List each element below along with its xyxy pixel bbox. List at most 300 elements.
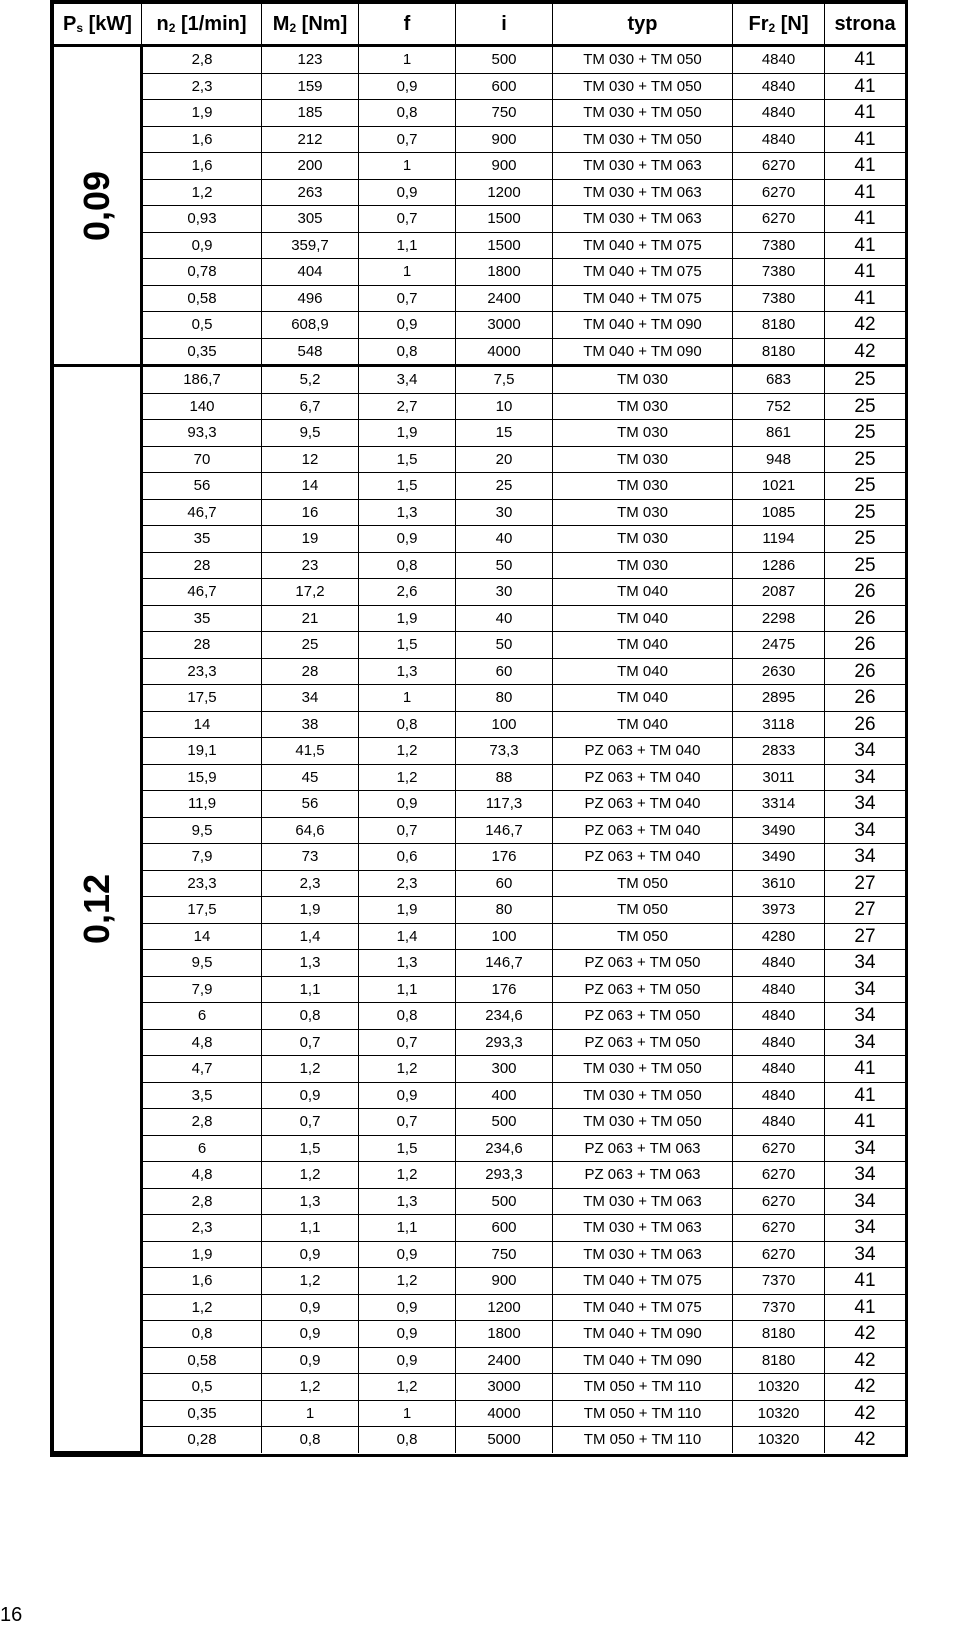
cell-typ: TM 050 [553,897,733,924]
cell-m2: 1,2 [262,1056,359,1083]
cell-f: 0,9 [359,312,456,339]
cell-i: 234,6 [456,1003,553,1030]
cell-n2: 14 [142,923,262,950]
cell-f: 1,2 [359,1056,456,1083]
table-row [54,393,906,420]
cell-n2: 2,3 [142,73,262,100]
cell-i: 900 [456,126,553,153]
cell-n2: 46,7 [142,579,262,606]
cell-m2: 2,3 [262,870,359,897]
cell-fr2: 3490 [733,817,825,844]
cell-fr2: 6270 [733,1241,825,1268]
cell-m2: 212 [262,126,359,153]
cell-strona: 41 [825,1294,906,1321]
header-row [54,4,906,46]
cell-strona: 26 [825,658,906,685]
cell-f: 1,9 [359,420,456,447]
page-number: 16 [0,1604,23,1626]
cell-i: 100 [456,711,553,738]
cell-f: 1,2 [359,1374,456,1401]
cell-m2: 404 [262,259,359,286]
cell-typ: PZ 063 + TM 040 [553,817,733,844]
cell-fr2: 6270 [733,1135,825,1162]
cell-typ: TM 030 + TM 050 [553,46,733,74]
cell-strona: 41 [825,232,906,259]
cell-fr2: 7370 [733,1294,825,1321]
cell-strona: 34 [825,1188,906,1215]
cell-fr2: 8180 [733,1321,825,1348]
cell-strona: 41 [825,46,906,74]
cell-f: 1,1 [359,976,456,1003]
cell-n2: 70 [142,446,262,473]
cell-i: 293,3 [456,1162,553,1189]
cell-typ: TM 050 [553,870,733,897]
table-row [54,1321,906,1348]
cell-fr2: 6270 [733,1215,825,1242]
header-f: f [359,4,456,46]
cell-n2: 4,7 [142,1056,262,1083]
cell-fr2: 3610 [733,870,825,897]
cell-i: 40 [456,526,553,553]
cell-typ: PZ 063 + TM 040 [553,764,733,791]
cell-typ: TM 050 + TM 110 [553,1400,733,1427]
cell-i: 500 [456,1188,553,1215]
cell-i: 293,3 [456,1029,553,1056]
cell-m2: 1,9 [262,897,359,924]
cell-strona: 42 [825,1321,906,1348]
cell-typ: TM 030 + TM 063 [553,1188,733,1215]
cell-typ: TM 050 + TM 110 [553,1374,733,1401]
cell-i: 100 [456,923,553,950]
cell-i: 73,3 [456,738,553,765]
cell-m2: 19 [262,526,359,553]
cell-fr2: 1085 [733,499,825,526]
cell-fr2: 752 [733,393,825,420]
cell-fr2: 3490 [733,844,825,871]
cell-n2: 4,8 [142,1162,262,1189]
cell-strona: 41 [825,1109,906,1136]
cell-f: 0,9 [359,1347,456,1374]
cell-fr2: 8180 [733,1347,825,1374]
cell-i: 600 [456,1215,553,1242]
cell-m2: 73 [262,844,359,871]
cell-i: 1800 [456,1321,553,1348]
cell-typ: PZ 063 + TM 050 [553,950,733,977]
cell-typ: TM 030 [553,446,733,473]
cell-m2: 1,1 [262,976,359,1003]
cell-typ: TM 030 + TM 063 [553,179,733,206]
cell-strona: 42 [825,1427,906,1453]
cell-f: 1 [359,46,456,74]
cell-i: 1200 [456,179,553,206]
cell-typ: TM 030 [553,366,733,394]
cell-typ: TM 040 + TM 090 [553,1321,733,1348]
cell-typ: TM 030 + TM 050 [553,1082,733,1109]
cell-i: 1500 [456,206,553,233]
cell-m2: 23 [262,552,359,579]
cell-typ: PZ 063 + TM 040 [553,844,733,871]
cell-n2: 1,6 [142,1268,262,1295]
cell-i: 176 [456,976,553,1003]
cell-fr2: 4840 [733,976,825,1003]
cell-n2: 140 [142,393,262,420]
cell-typ: TM 030 [553,420,733,447]
cell-n2: 0,78 [142,259,262,286]
cell-m2: 0,8 [262,1427,359,1453]
cell-fr2: 4280 [733,923,825,950]
cell-n2: 23,3 [142,658,262,685]
cell-m2: 0,9 [262,1082,359,1109]
cell-typ: TM 030 [553,526,733,553]
cell-i: 750 [456,1241,553,1268]
cell-f: 0,8 [359,711,456,738]
cell-m2: 548 [262,338,359,366]
cell-strona: 34 [825,1003,906,1030]
cell-f: 0,8 [359,1427,456,1453]
cell-i: 500 [456,1109,553,1136]
cell-f: 1,9 [359,605,456,632]
cell-f: 2,3 [359,870,456,897]
cell-strona: 25 [825,526,906,553]
cell-typ: TM 040 + TM 090 [553,1347,733,1374]
cell-m2: 0,9 [262,1294,359,1321]
table-row [54,1241,906,1268]
cell-typ: TM 030 [553,393,733,420]
cell-fr2: 7380 [733,285,825,312]
table-row [54,1056,906,1083]
cell-m2: 263 [262,179,359,206]
cell-strona: 41 [825,73,906,100]
cell-i: 900 [456,153,553,180]
cell-fr2: 3314 [733,791,825,818]
cell-f: 1,2 [359,764,456,791]
table-row [54,1347,906,1374]
cell-typ: TM 040 [553,658,733,685]
cell-fr2: 6270 [733,153,825,180]
table-row [54,605,906,632]
cell-f: 1,1 [359,232,456,259]
cell-m2: 185 [262,100,359,127]
table-row [54,499,906,526]
cell-n2: 1,6 [142,126,262,153]
cell-m2: 38 [262,711,359,738]
cell-n2: 0,5 [142,312,262,339]
cell-typ: TM 030 + TM 063 [553,153,733,180]
cell-typ: PZ 063 + TM 050 [553,976,733,1003]
cell-f: 0,7 [359,126,456,153]
table-row [54,552,906,579]
cell-n2: 35 [142,605,262,632]
cell-m2: 1,2 [262,1374,359,1401]
cell-f: 0,9 [359,179,456,206]
cell-i: 1800 [456,259,553,286]
cell-i: 15 [456,420,553,447]
cell-f: 3,4 [359,366,456,394]
cell-strona: 41 [825,1056,906,1083]
cell-f: 0,9 [359,1082,456,1109]
cell-strona: 34 [825,764,906,791]
cell-typ: TM 040 [553,711,733,738]
cell-n2: 1,9 [142,100,262,127]
cell-strona: 34 [825,1029,906,1056]
cell-fr2: 4840 [733,950,825,977]
cell-i: 88 [456,764,553,791]
cell-strona: 41 [825,285,906,312]
header-fr2: $Fr_2$ [N] [733,4,825,46]
table-row [54,446,906,473]
cell-m2: 1,3 [262,1188,359,1215]
cell-fr2: 8180 [733,338,825,366]
cell-fr2: 8180 [733,312,825,339]
cell-strona: 26 [825,605,906,632]
cell-m2: 1,2 [262,1268,359,1295]
cell-typ: TM 040 + TM 075 [553,1294,733,1321]
cell-f: 1,3 [359,950,456,977]
cell-strona: 25 [825,552,906,579]
cell-m2: 25 [262,632,359,659]
cell-typ: TM 030 + TM 050 [553,1109,733,1136]
cell-i: 80 [456,897,553,924]
cell-strona: 25 [825,420,906,447]
cell-n2: 11,9 [142,791,262,818]
cell-strona: 25 [825,499,906,526]
table-row [54,1135,906,1162]
cell-f: 1,5 [359,632,456,659]
table-row [54,206,906,233]
table-row [54,1374,906,1401]
table-row [54,685,906,712]
cell-n2: 1,2 [142,179,262,206]
cell-i: 400 [456,1082,553,1109]
cell-n2: 7,9 [142,976,262,1003]
cell-m2: 64,6 [262,817,359,844]
cell-typ: TM 040 [553,632,733,659]
cell-f: 0,7 [359,285,456,312]
cell-fr2: 7370 [733,1268,825,1295]
cell-f: 0,8 [359,338,456,366]
header-i: i [456,4,553,46]
cell-strona: 41 [825,259,906,286]
cell-n2: 28 [142,552,262,579]
cell-i: 5000 [456,1427,553,1453]
cell-m2: 14 [262,473,359,500]
table-row [54,764,906,791]
cell-f: 1,2 [359,738,456,765]
cell-i: 80 [456,685,553,712]
cell-i: 25 [456,473,553,500]
cell-m2: 45 [262,764,359,791]
cell-fr2: 10320 [733,1400,825,1427]
table-row [54,658,906,685]
cell-n2: 2,8 [142,46,262,74]
header-n2: $n_2$ [1/min] [142,4,262,46]
cell-m2: 123 [262,46,359,74]
table-row [54,1162,906,1189]
cell-f: 0,9 [359,1241,456,1268]
cell-n2: 0,58 [142,285,262,312]
cell-f: 1 [359,153,456,180]
cell-m2: 496 [262,285,359,312]
power-group-cell [54,46,142,366]
power-value-label: 0,12 [76,873,117,945]
cell-strona: 27 [825,923,906,950]
table-row [54,526,906,553]
table-row [54,232,906,259]
cell-fr2: 4840 [733,1109,825,1136]
table-row [54,632,906,659]
table-row [54,1400,906,1427]
cell-typ: PZ 063 + TM 040 [553,791,733,818]
cell-n2: 17,5 [142,685,262,712]
cell-fr2: 2087 [733,579,825,606]
cell-fr2: 861 [733,420,825,447]
cell-i: 50 [456,632,553,659]
cell-typ: TM 030 + TM 063 [553,1241,733,1268]
table-row [54,179,906,206]
cell-n2: 0,8 [142,1321,262,1348]
cell-f: 1,5 [359,446,456,473]
cell-i: 20 [456,446,553,473]
cell-fr2: 10320 [733,1374,825,1401]
cell-fr2: 4840 [733,1029,825,1056]
cell-typ: TM 040 [553,605,733,632]
cell-n2: 186,7 [142,366,262,394]
cell-n2: 0,28 [142,1427,262,1453]
cell-f: 0,7 [359,817,456,844]
table-row [54,950,906,977]
cell-n2: 35 [142,526,262,553]
cell-i: 7,5 [456,366,553,394]
table-row [54,153,906,180]
cell-m2: 1 [262,1400,359,1427]
cell-i: 3000 [456,312,553,339]
cell-m2: 41,5 [262,738,359,765]
cell-m2: 5,2 [262,366,359,394]
cell-i: 2400 [456,1347,553,1374]
cell-f: 1 [359,1400,456,1427]
cell-f: 1,3 [359,499,456,526]
table-row [54,738,906,765]
cell-strona: 25 [825,446,906,473]
cell-m2: 12 [262,446,359,473]
cell-i: 2400 [456,285,553,312]
cell-n2: 1,9 [142,1241,262,1268]
cell-n2: 3,5 [142,1082,262,1109]
table-row [54,711,906,738]
cell-typ: PZ 063 + TM 040 [553,738,733,765]
table-row [54,366,906,394]
cell-fr2: 2630 [733,658,825,685]
table-row [54,791,906,818]
cell-i: 60 [456,658,553,685]
cell-m2: 159 [262,73,359,100]
cell-fr2: 10320 [733,1427,825,1453]
cell-f: 1,2 [359,1268,456,1295]
cell-n2: 23,3 [142,870,262,897]
table-row [54,1003,906,1030]
cell-n2: 0,58 [142,1347,262,1374]
cell-strona: 25 [825,366,906,394]
cell-n2: 14 [142,711,262,738]
cell-i: 146,7 [456,817,553,844]
cell-fr2: 7380 [733,259,825,286]
cell-m2: 1,2 [262,1162,359,1189]
cell-strona: 42 [825,1374,906,1401]
cell-f: 2,7 [359,393,456,420]
table-row [54,473,906,500]
cell-i: 234,6 [456,1135,553,1162]
cell-m2: 21 [262,605,359,632]
cell-f: 1,1 [359,1215,456,1242]
cell-n2: 0,5 [142,1374,262,1401]
cell-typ: TM 040 + TM 075 [553,232,733,259]
cell-fr2: 2298 [733,605,825,632]
cell-strona: 34 [825,1215,906,1242]
header-strona: strona [825,4,906,46]
cell-fr2: 2475 [733,632,825,659]
table-row [54,1268,906,1295]
cell-m2: 1,3 [262,950,359,977]
cell-strona: 26 [825,632,906,659]
cell-n2: 9,5 [142,817,262,844]
cell-f: 0,7 [359,1109,456,1136]
cell-m2: 0,8 [262,1003,359,1030]
cell-strona: 25 [825,473,906,500]
cell-typ: PZ 063 + TM 050 [553,1029,733,1056]
cell-strona: 41 [825,1082,906,1109]
cell-typ: PZ 063 + TM 063 [553,1135,733,1162]
cell-m2: 608,9 [262,312,359,339]
cell-strona: 26 [825,579,906,606]
header-typ: typ [553,4,733,46]
cell-f: 1,9 [359,897,456,924]
cell-fr2: 1286 [733,552,825,579]
header-m2: $M_2$ [Nm] [262,4,359,46]
cell-strona: 26 [825,685,906,712]
cell-fr2: 3118 [733,711,825,738]
cell-f: 0,8 [359,552,456,579]
cell-fr2: 683 [733,366,825,394]
cell-typ: TM 030 + TM 050 [553,100,733,127]
cell-f: 1,2 [359,1162,456,1189]
cell-fr2: 2833 [733,738,825,765]
cell-strona: 34 [825,976,906,1003]
cell-i: 900 [456,1268,553,1295]
cell-n2: 9,5 [142,950,262,977]
cell-m2: 6,7 [262,393,359,420]
table-row [54,976,906,1003]
cell-typ: PZ 063 + TM 063 [553,1162,733,1189]
table-row [54,126,906,153]
table-row [54,923,906,950]
cell-n2: 2,8 [142,1188,262,1215]
cell-m2: 0,7 [262,1109,359,1136]
cell-m2: 0,9 [262,1241,359,1268]
cell-fr2: 3011 [733,764,825,791]
cell-typ: TM 040 + TM 090 [553,338,733,366]
cell-fr2: 4840 [733,1003,825,1030]
data-table [53,3,906,1454]
cell-strona: 34 [825,1162,906,1189]
cell-fr2: 6270 [733,179,825,206]
cell-n2: 7,9 [142,844,262,871]
cell-m2: 34 [262,685,359,712]
cell-fr2: 4840 [733,126,825,153]
cell-n2: 0,35 [142,1400,262,1427]
cell-f: 2,6 [359,579,456,606]
cell-typ: TM 050 + TM 110 [553,1427,733,1453]
table-row [54,312,906,339]
